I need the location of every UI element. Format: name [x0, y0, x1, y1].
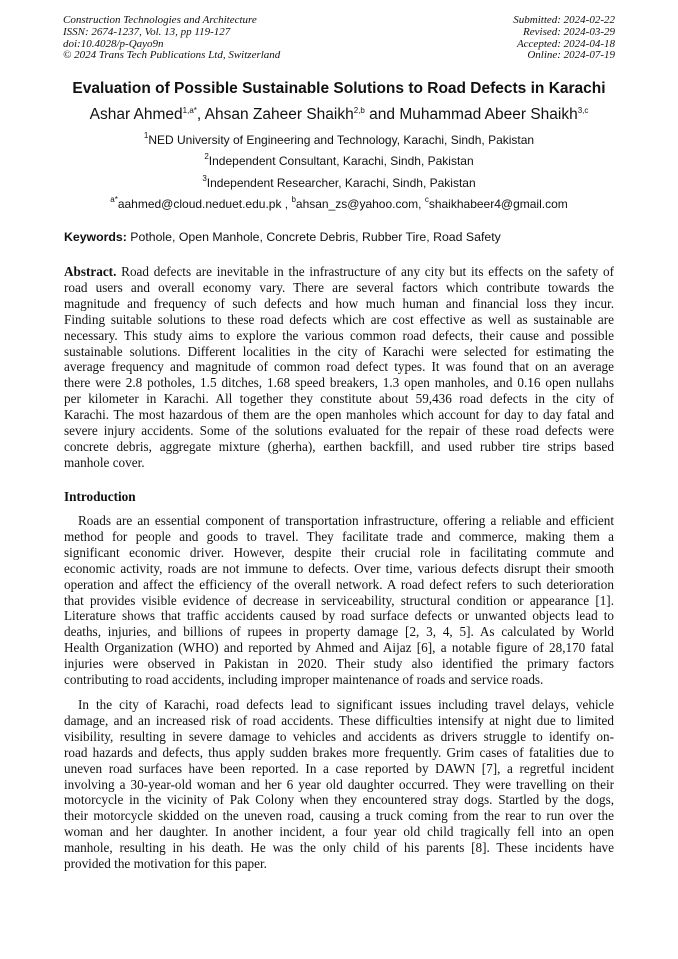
text-line: [64, 777, 614, 793]
text-line: [64, 328, 614, 344]
line-text: contributing to road accidents, including improper maintenance of roads and service roads.: [64, 672, 544, 688]
text-line: [64, 577, 614, 593]
email: ahsan_zs@yahoo.com,: [295, 197, 425, 211]
email: shaikhabeer4@gmail.com: [428, 197, 568, 211]
text-line: [64, 407, 614, 423]
text-line: [64, 296, 614, 312]
line-text: Finding suitable solutions to these road defects which are cost effective as well as sustainable are: [64, 311, 614, 327]
line-text: per kilometer in Karachi. All together they constitute about 59,436 road defects in the city of: [64, 391, 614, 407]
line-text: Karachi. The most hazardous of them are the open manholes which account for day to day fatal and: [64, 407, 614, 423]
line-text: method for people and goods to travel. They facilitate trade and commerce, making them a: [64, 528, 614, 544]
line-text: Roads are an essential component of transportation infrastructure, offering a reliable and efficient: [78, 513, 614, 528]
accepted-date: Accepted: 2024-04-18: [516, 37, 615, 50]
line-text: their motorcycle skidded on the uneven road, causing a truck coming from the rear to run over the: [64, 808, 614, 824]
line-text: involving a 30-year-old woman and her 6 year old daughter occurred. They were travelling on their: [64, 776, 614, 792]
affiliation: [0, 152, 678, 168]
text-line: [64, 375, 614, 391]
text-line: [64, 359, 614, 375]
journal-name: Construction Technologies and Architecture: [63, 14, 257, 26]
copyright: © 2024 Trans Tech Publications Ltd, Switzerland: [63, 49, 281, 62]
text-line: [64, 808, 614, 824]
text-line: [64, 656, 614, 672]
text-line: [64, 729, 614, 745]
text-line: [64, 840, 614, 856]
email-sup: b: [291, 195, 296, 204]
affiliation-sup: 3: [202, 174, 207, 183]
text-line: [64, 593, 614, 609]
affiliation-text: Independent Researcher, Karachi, Sindh, Pakistan: [206, 176, 476, 190]
affiliation-text: Independent Consultant, Karachi, Sindh, Pakistan: [208, 154, 474, 168]
text-line: [64, 561, 614, 577]
line-text: severe injury accidents. Some of the solutions evaluated for the repair of these road defects were: [64, 423, 614, 439]
text-line: [64, 423, 614, 439]
intro-paragraph-2: [64, 697, 614, 872]
author-name: Ashar Ahmed: [89, 106, 183, 123]
line-text: manhole cover.: [64, 454, 145, 470]
paper-title: Evaluation of Possible Sustainable Solutions to Road Defects in Karachi: [72, 80, 606, 97]
text-line: [64, 745, 614, 761]
line-text: provided the motivation for this paper.: [64, 856, 267, 872]
text-line: [64, 513, 614, 529]
keywords-text: Pothole, Open Manhole, Concrete Debris, Rubber Tire, Road Safety: [126, 230, 501, 244]
author-separator: ,: [196, 106, 205, 123]
affiliation-sup: 1: [143, 131, 149, 140]
line-text: concrete debris, aggregate mixture (gherha), earthen backfill, and used rubber tire strips based: [64, 438, 614, 454]
text-line: [64, 697, 614, 713]
abstract-label: Abstract.: [64, 264, 117, 279]
affiliation: [0, 131, 678, 147]
author-name: Muhammad Abeer Shaikh: [399, 106, 578, 123]
line-text: average frequency and magnitude of common road defect types. It was found that on an average: [64, 359, 614, 375]
keywords: [64, 230, 501, 244]
journal-info: [63, 15, 280, 62]
line-text: In the city of Karachi, road defects lead to significant issues including travel delays, vehicle: [78, 697, 614, 712]
line-text: Road defects are inevitable in the infrastructure of any city but its effects on the safety of: [116, 264, 614, 279]
author-emails: [0, 195, 678, 211]
text-line: [64, 824, 614, 840]
email-sup: a*: [110, 195, 118, 204]
text-line: [64, 545, 614, 561]
line-text: uneven road surfaces have been reported. In a case reported by DAWN [7], a regretful incident: [64, 760, 614, 776]
author-name: Ahsan Zaheer Shaikh: [204, 106, 354, 123]
affiliation-text: NED University of Engineering and Technology, Karachi, Sindh, Pakistan: [148, 133, 535, 147]
line-text: sustainable solutions. Different localities in the city of Karachi were selected for estimating the: [64, 343, 614, 359]
text-line: [64, 761, 614, 777]
line-text: significant economic driver. However, despite their crucial role in facilitating commute and: [64, 544, 614, 560]
text-line: [64, 856, 614, 872]
line-text: woman and her daughter. In another incident, a four year old child tragically fell into an open: [64, 824, 614, 840]
email: aahmed@cloud.neduet.edu.pk ,: [117, 197, 292, 211]
line-text: visibility, resulting in severe damage to vehicles and accidents as drivers struggle to identify on-: [64, 728, 614, 744]
line-text: necessary. This study aims to explore the various common road defects, their cause and possible: [64, 327, 614, 343]
section-heading-introduction: Introduction: [64, 489, 136, 504]
issn-volume: ISSN: 2674-1237, Vol. 13, pp 119-127: [63, 25, 231, 38]
intro-paragraph-1: [64, 513, 614, 688]
text-line: [64, 624, 614, 640]
author-list: [0, 106, 678, 124]
text-line: [64, 344, 614, 360]
line-text: deaths, injuries, and billions of rupees in property damage [2, 3, 4, 5]. As calculated by World: [64, 624, 614, 640]
author-sup: 1,a*: [182, 106, 197, 115]
line-text: manhole, resulting in his death. He was the only child of his parents [8]. These incidents have: [64, 840, 614, 856]
text-line: [64, 439, 614, 455]
text-line: [64, 792, 614, 808]
revised-date: Revised: 2024-03-29: [523, 25, 615, 38]
author-sup: 2,b: [353, 106, 365, 115]
author-sup: 3,c: [577, 106, 589, 115]
text-line: [64, 608, 614, 624]
line-text: economic activity, roads are not immune to defects. Over time, various defects disrupt their smooth: [64, 560, 614, 576]
line-text: Literature shows that traffic accidents caused by road surface defects or unwanted objects lead to: [64, 608, 614, 624]
doi: doi:10.4028/p-Qayo9n: [63, 37, 164, 50]
text-line: [64, 640, 614, 656]
line-text: injuries were observed in Pakistan in 2020. Their study also identified the primary factors: [64, 656, 614, 672]
line-text: motorcycle in the vicinity of Pak Colony when they encountered stray dogs. Startled by the dogs,: [64, 792, 614, 808]
text-line: [64, 312, 614, 328]
line-text: operation and affect the efficiency of the overall network. A road defect refers to such deterioration: [64, 576, 614, 592]
email-sup: c: [424, 195, 429, 204]
affiliation: [0, 174, 678, 190]
online-date: Online: 2024-07-19: [527, 49, 615, 62]
line-text: road hazards and defects, thus apply sudden brakes more frequently. Grim cases of fatalities due to: [64, 744, 614, 760]
text-line: [64, 391, 614, 407]
text-line: [64, 280, 614, 296]
keywords-label: Keywords:: [64, 230, 127, 244]
line-text: there were 2.8 potholes, 1.5 ditches, 1.68 speed breakers, 1.3 open manholes, and 0.16 open nullahs: [64, 375, 614, 391]
text-line: [64, 672, 614, 688]
line-text: magnitude and frequency of such defects and how much human and financial loss they incur.: [64, 295, 614, 311]
publication-dates: [513, 15, 615, 62]
text-line: [64, 529, 614, 545]
line-text: damage, and an increased risk of road accidents. These difficulties intensify at night due to limited: [64, 712, 614, 728]
abstract: [64, 264, 614, 471]
submitted-date: Submitted: 2024-02-22: [513, 14, 615, 26]
affiliation-sup: 2: [204, 152, 209, 161]
author-separator: and: [364, 106, 400, 123]
line-text: that provides visible evidence of decrease in serviceability, structural condition or appearance [1].: [64, 592, 614, 608]
line-text: road users and overall economy vary. There are several factors which contribute towards the: [64, 279, 614, 295]
text-line: [64, 455, 614, 471]
text-line: [64, 713, 614, 729]
line-text: Health Organization (WHO) and reported by Ahmed and Aijaz [6], a notable figure of 28,170 fatal: [64, 640, 614, 656]
text-line: [64, 264, 614, 280]
